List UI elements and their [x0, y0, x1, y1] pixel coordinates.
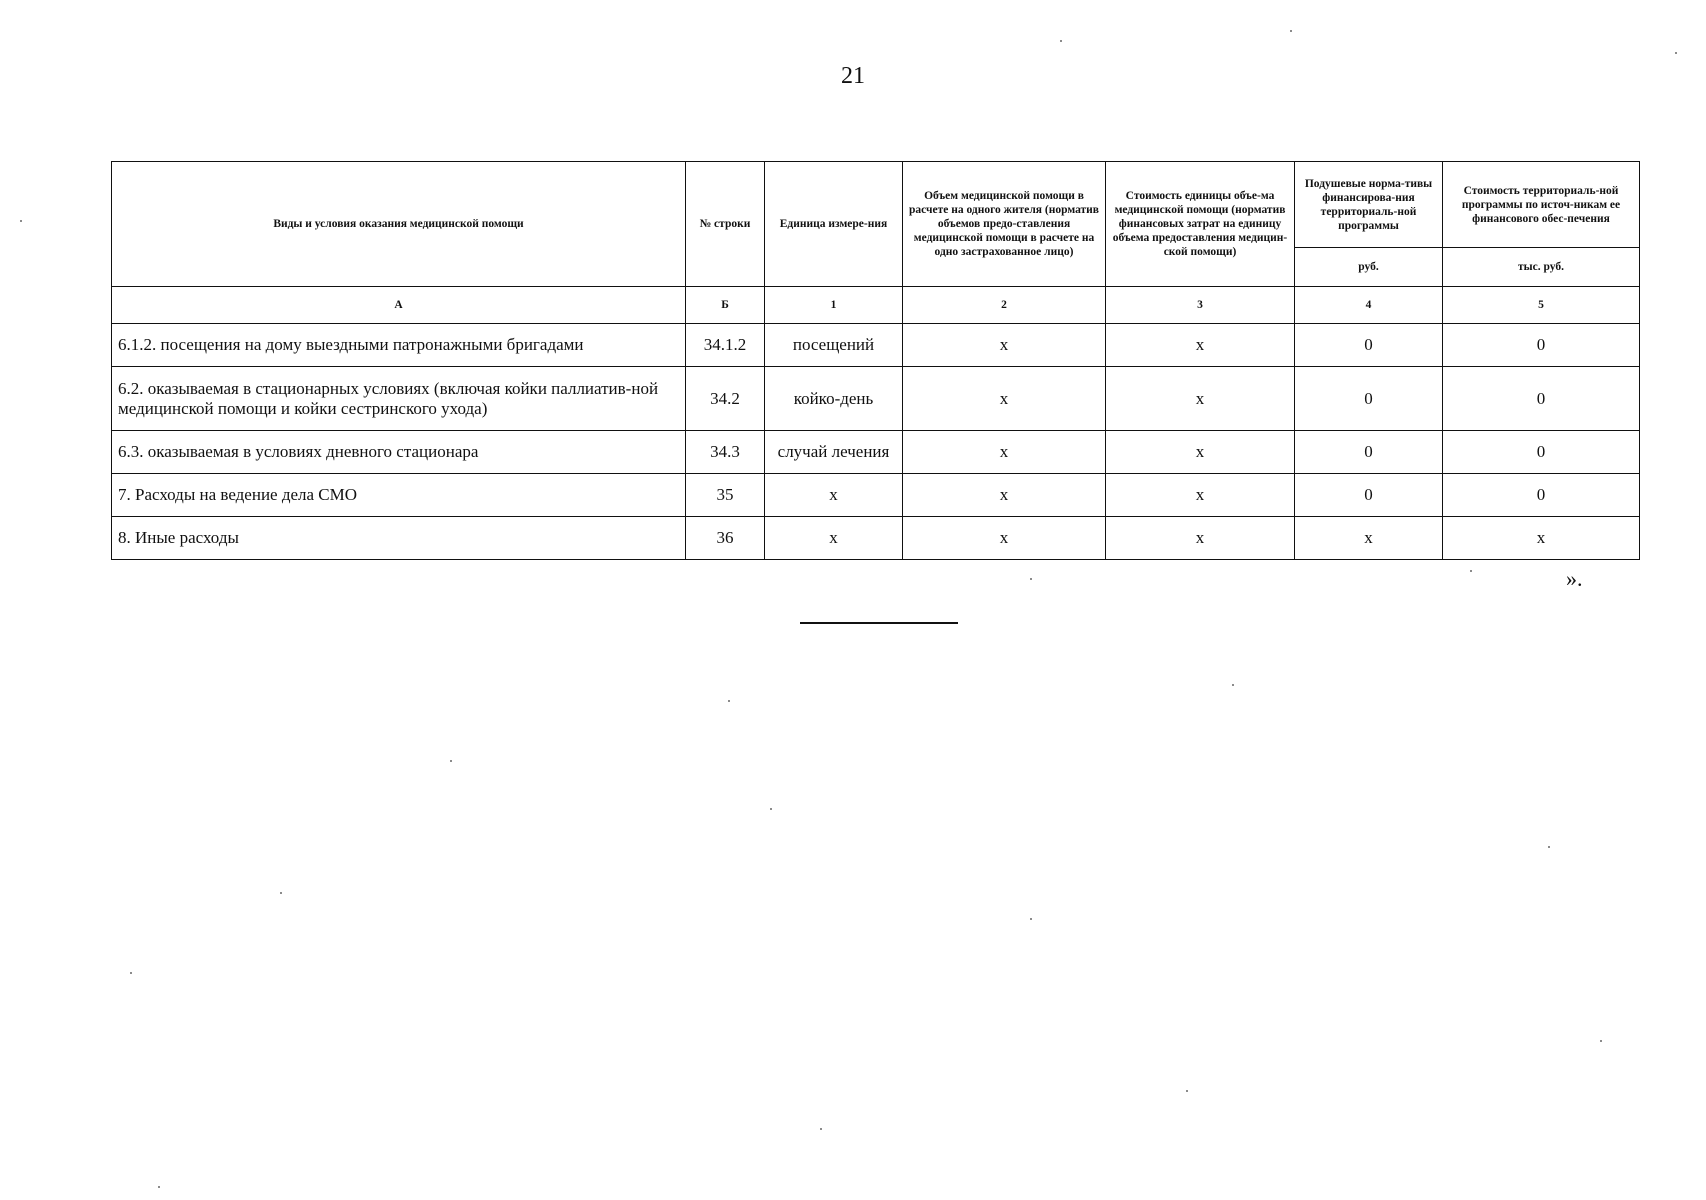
page-number: 21 — [841, 63, 865, 89]
row-unit: х — [765, 474, 903, 517]
header-unit-thousand-rub: тыс. руб. — [1443, 248, 1640, 287]
scan-speck — [1548, 846, 1550, 848]
scan-speck — [158, 1186, 160, 1188]
row-unit: х — [765, 517, 903, 560]
column-index: 1 — [765, 287, 903, 324]
header-per-capita: Подушевые норма-тивы финансирова-ния территориаль-ной программы — [1295, 162, 1443, 248]
scan-speck — [450, 760, 452, 762]
row-unit: случай лечения — [765, 431, 903, 474]
column-index: А — [112, 287, 686, 324]
financing-table — [111, 161, 1640, 560]
scan-speck — [1470, 570, 1472, 572]
row-unit-cost: х — [1106, 324, 1295, 367]
scan-speck — [1675, 52, 1677, 54]
column-index: 3 — [1106, 287, 1295, 324]
scan-speck — [1600, 1040, 1602, 1042]
header-care-type: Виды и условия оказания медицинской помощи — [112, 162, 686, 287]
scan-speck — [130, 972, 132, 974]
row-program-cost: х — [1443, 517, 1640, 560]
row-label: 8. Иные расходы — [112, 517, 686, 560]
row-per-capita: х — [1295, 517, 1443, 560]
row-per-capita: 0 — [1295, 324, 1443, 367]
column-index: 2 — [903, 287, 1106, 324]
row-volume: х — [903, 367, 1106, 431]
row-label: 6.1.2. посещения на дому выездными патронажными бригадами — [112, 324, 686, 367]
row-program-cost: 0 — [1443, 431, 1640, 474]
row-line-number: 34.2 — [686, 367, 765, 431]
scan-speck — [1232, 684, 1234, 686]
scan-speck — [1290, 30, 1292, 32]
row-program-cost: 0 — [1443, 474, 1640, 517]
header-unit: Единица измере-ния — [765, 162, 903, 287]
scan-speck — [1060, 40, 1062, 42]
row-label: 6.2. оказываемая в стационарных условиях (включая койки паллиатив-ной медицинской помощи и койки сестринского ухода) — [112, 367, 686, 431]
row-volume: х — [903, 431, 1106, 474]
row-per-capita: 0 — [1295, 367, 1443, 431]
header-line-number: № строки — [686, 162, 765, 287]
scan-speck — [1186, 1090, 1188, 1092]
column-index: 4 — [1295, 287, 1443, 324]
row-program-cost: 0 — [1443, 367, 1640, 431]
column-index: 5 — [1443, 287, 1640, 324]
row-label: 7. Расходы на ведение дела СМО — [112, 474, 686, 517]
scan-speck — [1030, 918, 1032, 920]
header-program-cost: Стоимость территориаль-ной программы по источ-никам ее финансового обес-печения — [1443, 162, 1640, 248]
table-body — [112, 324, 1640, 560]
row-volume: х — [903, 324, 1106, 367]
scan-speck — [1030, 578, 1032, 580]
scan-speck — [770, 808, 772, 810]
row-line-number: 34.3 — [686, 431, 765, 474]
row-unit-cost: х — [1106, 431, 1295, 474]
row-volume: х — [903, 474, 1106, 517]
scan-speck — [728, 700, 730, 702]
row-label: 6.3. оказываемая в условиях дневного стационара — [112, 431, 686, 474]
row-line-number: 36 — [686, 517, 765, 560]
row-unit: койко-день — [765, 367, 903, 431]
column-index: Б — [686, 287, 765, 324]
row-line-number: 34.1.2 — [686, 324, 765, 367]
table-row — [112, 474, 1640, 517]
row-per-capita: 0 — [1295, 474, 1443, 517]
row-program-cost: 0 — [1443, 324, 1640, 367]
row-volume: х — [903, 517, 1106, 560]
row-unit-cost: х — [1106, 367, 1295, 431]
table-row — [112, 324, 1640, 367]
table-row — [112, 517, 1640, 560]
scan-speck — [20, 220, 22, 222]
row-unit-cost: х — [1106, 474, 1295, 517]
table-row — [112, 367, 1640, 431]
header-unit-rub: руб. — [1295, 248, 1443, 287]
table-row — [112, 431, 1640, 474]
row-per-capita: 0 — [1295, 431, 1443, 474]
row-unit: посещений — [765, 324, 903, 367]
end-divider-line — [800, 622, 958, 624]
header-volume: Объем медицинской помощи в расчете на одного жителя (норматив объемов предо-ставления медицинской помощи в расчете на одно застрахованное лицо) — [903, 162, 1106, 287]
closing-quote-mark: ». — [1566, 566, 1583, 591]
scan-speck — [820, 1128, 822, 1130]
row-unit-cost: х — [1106, 517, 1295, 560]
table-header — [112, 162, 1640, 324]
column-index-row — [112, 287, 1640, 324]
scan-speck — [280, 892, 282, 894]
header-unit-cost: Стоимость единицы объе-ма медицинской помощи (норматив финансовых затрат на единицу объема предоставления медицин-ской помощи) — [1106, 162, 1295, 287]
row-line-number: 35 — [686, 474, 765, 517]
